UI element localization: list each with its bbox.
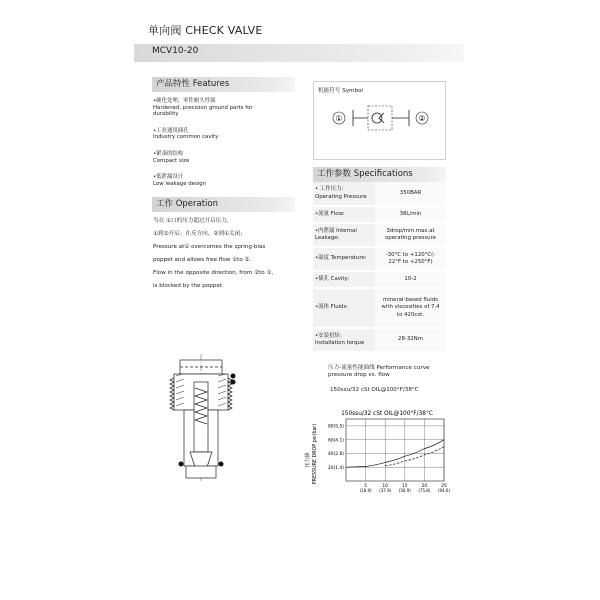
spec-key-line1: •流量 Flow: — [315, 210, 345, 217]
spec-key-line2: Installation torque — [315, 340, 365, 346]
y-tick-label: 40(2.8) — [328, 452, 344, 458]
operation-line: is blocked by the poppet. — [153, 283, 224, 289]
chart-title: 150ssu/32 cSt OIL@100°F/38°C — [341, 411, 433, 417]
feature-item — [153, 98, 303, 118]
spec-key — [313, 288, 375, 328]
spec-key-line2: Operating Pressure — [315, 193, 367, 200]
spec-value-line: -30°C to +120°C(- — [385, 251, 436, 258]
spec-value-line: 38L/min — [399, 210, 422, 217]
symbol-label: 机能符号 Symbol — [318, 88, 363, 94]
spec-key — [313, 271, 375, 288]
spec-value — [375, 206, 446, 223]
spec-value — [375, 288, 446, 328]
nose — [186, 466, 216, 478]
specifications-table — [313, 182, 446, 353]
y-tick-label: 20(1.4) — [328, 466, 344, 472]
feature-en: Industry common cavity — [153, 134, 219, 141]
spec-key-line2: Leakage: — [315, 235, 340, 241]
o-ring-seal — [231, 374, 236, 379]
symbol-ball — [372, 113, 382, 123]
spec-key — [313, 182, 375, 206]
x-tick-label: 25 — [441, 484, 447, 489]
x-tick-sublabel: (75.8) — [418, 488, 431, 493]
spec-value — [375, 182, 446, 206]
feature-en: Hardened, precision ground parts for — [153, 104, 253, 111]
operation-line: ①到②开启；在反方向，②到①关闭； — [153, 231, 246, 237]
model-number: MCV10-20 — [152, 46, 199, 56]
operation-line: 当在 ①口的压力超过开启压力， — [153, 218, 233, 224]
feature-en-cont: durability — [153, 111, 179, 118]
x-tick-sublabel: (37.9) — [379, 488, 392, 493]
spec-value-line: operating pressure — [384, 235, 436, 241]
spec-value-line: to 420cst. — [396, 311, 424, 318]
spec-value-line: 3drop/min.max.at — [386, 227, 435, 234]
spec-row — [313, 223, 446, 247]
operation-heading: 工作 Operation — [152, 197, 295, 212]
port-2-label: ② — [418, 114, 426, 123]
spec-value-line: 22°F to +250°F) — [388, 259, 433, 265]
spec-value-line: 10-2 — [404, 275, 417, 282]
spec-value — [375, 247, 446, 271]
spec-key-line1: •流体 Fluids: — [315, 304, 349, 311]
port-1-label: ① — [335, 114, 343, 123]
x-tick-label: 5 — [364, 484, 367, 489]
feature-cn: •低泄漏设计 — [153, 174, 184, 181]
operation-text — [153, 215, 303, 293]
o-ring-seal — [231, 380, 236, 385]
spec-key — [313, 247, 375, 271]
y-tick-label: 80(5.5) — [328, 424, 344, 430]
x-tick-label: 15 — [402, 484, 408, 489]
feature-cn: •紧凑的结构 — [153, 150, 184, 157]
feature-item — [153, 151, 303, 164]
spec-row — [313, 182, 446, 206]
spec-row — [313, 288, 446, 328]
operation-line: poppet and allows free flow ①to ②. — [153, 257, 252, 263]
spec-value — [375, 223, 446, 247]
operation-line: Flow in the opposite direction, from ②to ①, — [153, 270, 274, 276]
performance-chart — [303, 405, 463, 505]
series-line-2 — [385, 447, 444, 466]
x-tick-label: 10 — [382, 484, 388, 489]
plot-frame — [346, 419, 444, 481]
spec-value-line: mineral-based fluids — [383, 296, 438, 303]
feature-item — [153, 174, 303, 187]
performance-title — [328, 365, 429, 379]
x-tick-sublabel: (18.9) — [359, 488, 372, 493]
y-axis-label-cn: 压力降 — [305, 452, 311, 468]
spec-key-line1: •内泄漏 Internal — [315, 227, 357, 234]
spec-key-line1: •安装扭矩: — [315, 332, 342, 339]
spec-key — [313, 223, 375, 247]
feature-cn: •硬化处理，零件耐久性强 — [153, 98, 216, 104]
thread-left — [170, 378, 174, 410]
spec-key-line1: •插孔 Cavity: — [315, 275, 350, 282]
x-tick-sublabel: (56.9) — [398, 488, 411, 493]
y-axis-label: PRESSURE DROP psi(bar) — [313, 423, 318, 485]
x-tick-sublabel: (94.6) — [437, 488, 451, 493]
x-tick-label: 20 — [421, 484, 428, 489]
page-title: 单向阀 CHECK VALVE — [148, 24, 263, 37]
specifications-heading: 工作参数 Specifications — [313, 167, 446, 182]
o-ring-seal — [179, 462, 184, 467]
features-heading: 产品特性 Features — [152, 77, 295, 92]
spec-value — [375, 271, 446, 288]
spec-row — [313, 206, 446, 223]
features-list — [153, 98, 303, 197]
valve-cross-section-drawing — [160, 352, 270, 492]
o-ring-seal — [219, 462, 224, 467]
y-tick-label: 60(4.1) — [328, 438, 344, 444]
performance-title-line2: pressure drop vs. flow — [328, 372, 390, 378]
spec-row — [313, 328, 446, 352]
feature-en: Low leakage design — [153, 180, 207, 187]
spec-row — [313, 271, 446, 288]
performance-title-line1: 压力-流量性能曲线 Performance curve — [328, 365, 430, 371]
spec-value-line: 350BAR — [399, 189, 422, 196]
spec-value — [375, 328, 446, 352]
spec-value-line: with viscosities of 7.4 — [381, 304, 440, 311]
feature-item — [153, 128, 303, 141]
spec-key-line1: • 工作压力: — [315, 186, 344, 192]
spec-key-line1: •温度 Temperature: — [315, 255, 367, 262]
spec-key — [313, 328, 375, 352]
operation-line: Pressure at① overcomes the spring-bias — [153, 244, 266, 250]
spec-row — [313, 247, 446, 271]
performance-condition: 150ssu/32 cSt OIL@100°F/38°C — [330, 387, 419, 393]
spec-key — [313, 206, 375, 223]
feature-cn: •工业通用插孔 — [153, 127, 189, 134]
check-valve-symbol — [313, 81, 446, 160]
feature-en: Compact size — [153, 157, 190, 164]
spec-value-line: 28-32Nm — [398, 336, 423, 343]
